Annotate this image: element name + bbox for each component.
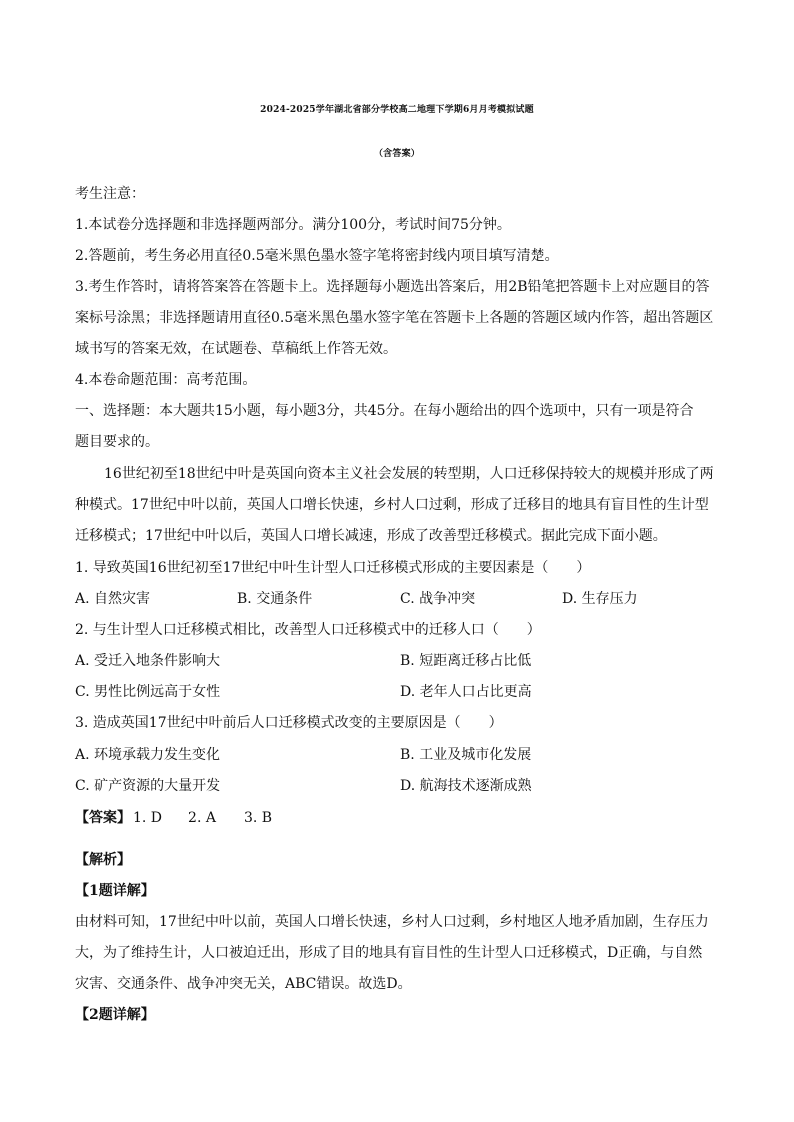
answer-2: 2. A [188,810,216,826]
passage-line-3: 迁移模式；17世纪中叶以后，英国人口增长减速，形成了改善型迁移模式。据此完成下面小题。 [75,528,667,544]
question-2-option-a: A. 受迁入地条件影响大 [75,653,221,669]
question-3-option-d: D. 航海技术逐渐成熟 [400,778,532,794]
question-3-option-c: C. 矿产资源的大量开发 [75,778,221,794]
question-1-analysis-line-1: 由材料可知，17世纪中叶以前，英国人口增长快速，乡村人口过剩，乡村地区人地矛盾加剧，生存压力 [75,914,709,930]
notice-item-1: 1.本试卷分选择题和非选择题两部分。满分100分，考试时间75分钟。 [75,217,511,233]
section-heading-line-1: 一、选择题：本大题共15小题，每小题3分，共45分。在每小题给出的四个选项中，只有一项是符合 [75,403,694,419]
notice-item-4: 4.本卷命题范围：高考范围。 [75,372,257,388]
question-2-analysis-heading: 【2题详解】 [75,1007,155,1023]
document-title: 2024-2025学年湖北省部分学校高二地理下学期6月月考模拟试题 [260,105,534,115]
notice-item-2: 2.答题前，考生务必用直径0.5毫米黑色墨水签字笔将密封线内项目填写清楚。 [75,248,559,264]
question-3-option-a: A. 环境承载力发生变化 [75,747,221,763]
document-subtitle: （含答案） [373,149,420,159]
notice-item-3-line-2: 案标号涂黑；非选择题请用直径0.5毫米黑色墨水签字笔在答题卡上各题的答题区域内作答，超出答题区 [75,310,714,326]
question-2-option-d: D. 老年人口占比更高 [400,684,532,700]
question-1-option-c: C. 战争冲突 [400,591,476,607]
question-1-option-b: B. 交通条件 [237,591,313,607]
question-1-analysis-line-2: 大，为了维持生计，人口被迫迁出，形成了目的地具有盲目性的生计型人口迁移模式，D正确，与自然 [75,945,703,961]
answer-3: 3. B [243,810,273,826]
analysis-heading: 【解析】 [75,852,131,868]
notice-item-3-line-3: 域书写的答案无效，在试题卷、草稿纸上作答无效。 [75,341,397,357]
question-3-stem: 3. 造成英国17世纪中叶前后人口迁移模式改变的主要原因是（ ） [75,715,503,731]
question-2-stem: 2. 与生计型人口迁移模式相比，改善型人口迁移模式中的迁移人口（ ） [75,622,541,638]
notice-heading: 考生注意： [75,186,145,202]
question-2-option-b: B. 短距离迁移占比低 [400,653,532,669]
passage-line-1: 16世纪初至18世纪中叶是英国向资本主义社会发展的转型期，人口迁移保持较大的规模并形成了两 [104,466,714,482]
section-heading-line-2: 题目要求的。 [75,434,159,450]
question-3-option-b: B. 工业及城市化发展 [400,747,532,763]
question-1-option-a: A. 自然灾害 [75,591,151,607]
question-2-option-c: C. 男性比例远高于女性 [75,684,221,700]
question-1-option-d: D. 生存压力 [562,591,638,607]
answer-1: 1. D [133,810,163,826]
passage-line-2: 种模式。17世纪中叶以前，英国人口增长快速，乡村人口过剩，形成了迁移目的地具有盲目性的生计型 [75,497,709,513]
question-1-stem: 1. 导致英国16世纪初至17世纪中叶生计型人口迁移模式形成的主要因素是（ ） [75,560,591,576]
answer-line [75,807,272,827]
answer-label: 【答案】 [75,810,131,826]
question-1-analysis-heading: 【1题详解】 [75,883,155,899]
notice-item-3-line-1: 3.考生作答时，请将答案答在答题卡上。选择题每小题选出答案后，用2B铅笔把答题卡上对应题目的答 [75,279,710,295]
question-1-analysis-line-3: 灾害、交通条件、战争冲突无关，ABC错误。故选D。 [75,976,412,992]
